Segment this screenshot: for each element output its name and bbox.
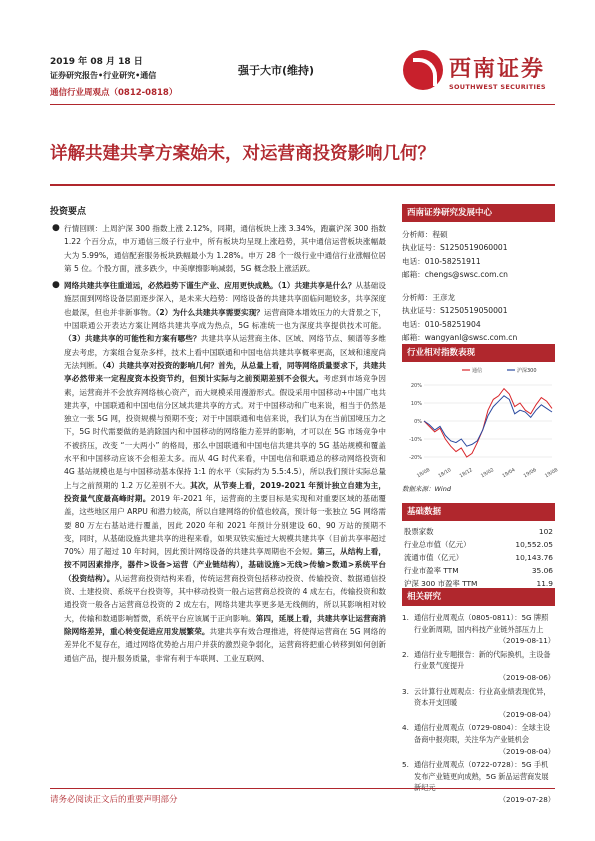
report-subtitle: 通信行业周观点（0812-0818）	[50, 88, 178, 98]
cell-label: 行业市盈率 TTM	[404, 566, 459, 575]
report-type: 证券研究报告•行业研究•通信	[50, 71, 157, 80]
table-row	[402, 551, 555, 564]
legend-label: 通信	[472, 368, 483, 374]
analyst-list	[402, 222, 555, 344]
bullet-icon: ●	[52, 223, 60, 233]
cell-value: 10,143.76	[515, 553, 553, 562]
cell-value: 35.06	[531, 566, 553, 575]
logo-cn: 西南证券	[449, 56, 546, 82]
basic-data-panel	[402, 503, 555, 590]
text: 从基础设施层面到网络设备层面逐步深入，是未来大趋势：网络设备的共建共享面临问题较多，共享深度也最深，但也并非新事物。	[64, 281, 387, 317]
x-tick-label: 18/10	[437, 467, 453, 480]
analyst-tel: 电话：010-58251904	[402, 319, 481, 329]
text: 运营商降本增效压力的大背景之下，中国联通公开表达方案让网络共建共享成为热点，5G 标准统一也为深度共享提供技术可能。	[64, 307, 386, 331]
list-item[interactable]	[402, 686, 555, 721]
x-tick-label: 18/08	[416, 467, 431, 480]
related-list	[402, 612, 555, 806]
logo-en: SOUTHWEST SECURITIES	[449, 83, 546, 91]
text: 考虑到市场竞争因素，运营商并不会放弃网络核心资产，而大规模采用漫游形式。假设采用中国移动+中国广电共建共享，中国联通和中国电信分区域共建共享的方式。对于中国移动和广电来说，相当于仍然是独立一张 5G 网，投资规模与预期不变；对于中国联通和电信来说，我们认为在当前国境压力之下，5G 时代需要做的是消除国内和中国移动的网络能力差异的影响，才可以在 5G 市场竞争中不被挤压，改变 “一大两小” 的格局，那么中国联通和中国电信共建共享的 5G 基站规模和覆盖水平和中国移动应该不会相差太多。而从 4G 时代来看，中国电信和联通总的移动网络投资和 4G 基站规模也是与中国移动基本保持 1:1 的水平（实际约为 5.5:4.5），所以我们预计实际总量上与之前预期的 1.2 万亿差别不大。	[64, 374, 387, 490]
paragraph-sharing	[52, 279, 387, 665]
perf-head-wrap	[402, 344, 555, 362]
x-tick-label: 19/02	[480, 467, 495, 480]
item-title: 云计算行业周观点：行业高业绩表现优异，资本开支回暖	[414, 686, 551, 708]
item-title: 通信行业周观点（0729-0804）：全球主设备商中报亮眼，关注华为产业链机会	[414, 723, 551, 744]
item-date: （2019-08-04）	[498, 709, 555, 719]
table-row	[402, 564, 555, 577]
cell-value: 10,552.05	[515, 540, 553, 549]
list-item[interactable]	[402, 722, 555, 757]
x-tick-label: 19/06	[523, 467, 538, 480]
x-tick-label: 19/08	[544, 467, 559, 480]
page-title: 详解共建共享方案始末，对运营商投资影响几何？	[50, 144, 435, 164]
text: 行情回顾：上周沪深 300 指数上涨 2.12%，同期，通信板块上涨 3.34%，跑赢沪深 300 指数 1.22 个百分点，申万通信三级子行业中，所有板块均呈现上涨趋势，其中通信运营板块涨幅最大为 5.99%，通信配套服务板块跌幅最小为 1.28%。申万 28 个一级行业中通信行业涨幅位居第 5 位。个股方面，涨多跌少，中美摩擦影响减弱，5G 概念股上涨活跃。	[64, 224, 386, 273]
cell-label: 股票家数	[404, 527, 434, 536]
section-label: 投资要点	[50, 207, 87, 217]
basic-table	[402, 525, 555, 590]
x-tick-label: 18/12	[459, 467, 474, 480]
item-title: 通信行业周观点（0805-0811）：5G 牌照行业新周期，国内科技产业链外部压力上	[414, 613, 549, 634]
item-date: （2019-08-11）	[498, 636, 555, 646]
analyst-cert: 执业证号：S1250519060001	[402, 243, 508, 253]
text-bold: 第四，延展上看，共建共享让运营商消除网络差异，重心转变促进应用发展繁荣。	[64, 613, 387, 636]
y-tick-label: -10%	[409, 437, 422, 443]
chart-source: 数据来源：Wind	[402, 485, 451, 493]
analyst-panel	[402, 204, 555, 344]
bullet-icon: ●	[52, 280, 60, 291]
item-date: （2019-08-04）	[498, 746, 555, 756]
text-bold: 第三，从结构上看，按不同因素排序，器件>设备>运营（产业链结构），基础设施>无线>传输>数通>系统平台（投资结构）。	[64, 547, 386, 583]
text: 共建共享有效合理推进，将使得运营商在 5G 网络的差异化不复存在，通过网络优势抢占用户并获的激烈竞争弱化，运营商将把重心转移到如何创新通信产品，提升服务质量，非常有利于车联网、工业互联网、	[64, 626, 387, 663]
analyst-email[interactable]: 邮箱：wangyanl@swsc.com.cn	[402, 333, 518, 343]
item-title: 通信行业周观点（0722-0728）：5G 手机发布产业链更向成熟，5G 新品运营商发展	[414, 760, 549, 781]
rating: 强于大市(维持)	[238, 64, 315, 77]
item-number: 4.	[402, 723, 409, 733]
perf-head: 行业相对指数表现	[402, 344, 555, 362]
related-head: 相关研究	[402, 588, 555, 606]
item-number: 2.	[402, 649, 409, 659]
item-number: 3.	[402, 686, 409, 696]
cell-value: 102	[538, 527, 553, 536]
main-body	[50, 222, 386, 665]
paragraph-review	[52, 222, 386, 275]
basic-head: 基础数据	[402, 503, 555, 521]
logo-mark-icon	[403, 50, 443, 90]
footer-disclaimer[interactable]: 请务必阅读正文后的重要声明部分	[50, 795, 178, 805]
list-item[interactable]	[402, 612, 555, 647]
y-tick-label: 0%	[414, 419, 422, 425]
legend-label: 沪深300	[517, 368, 537, 374]
team-head: 西南证券研究发展中心	[402, 204, 555, 222]
item-date: （2019-08-06）	[498, 672, 555, 682]
y-tick-label: -20%	[409, 455, 422, 461]
table-row	[402, 525, 555, 538]
company-logo	[403, 50, 553, 100]
cell-label: 沪深 300 市盈率 TTM	[404, 579, 478, 588]
text: 共建共享从运营商主体、区域、网络节点、频谱等多维度去考虑，方案组合复杂多样，技术上看中国联通和中国电信共建共享概率更高，区域和速度尚无法判断。	[64, 334, 386, 370]
text: 2019 年-2021 年，运营商的主要目标是实现和对重要区域的基础覆盖，这些地区用户 ARPU 和潜力较高，所以自建网络的价值也较高，预计每一张独立 5G 网络需要 80 万左右基站进行覆盖，因此 2020 年和 2021 年预计分别建设 60、90 万站的预期不变，同时，从基础设施共建共享的进程来看，如果双铁实施过大规模共建共享（目前共享率超过 70%）用了超过 10 年时间，因此预计网络设备的共建共享周期也不会短。	[64, 493, 387, 557]
item-number: 1.	[402, 613, 409, 622]
header-divider	[50, 104, 555, 105]
footer-divider	[50, 788, 555, 789]
series-line	[424, 389, 552, 457]
y-tick-label: 20%	[410, 383, 422, 389]
table-row	[402, 538, 555, 551]
y-tick-label: 10%	[410, 401, 422, 407]
analyst-email[interactable]: 邮箱：chengs@swsc.com.cn	[402, 269, 508, 279]
item-date: （2019-07-28）	[498, 794, 555, 804]
cell-label: 流通市值（亿元）	[404, 553, 464, 562]
cell-value: 11.9	[536, 579, 553, 588]
analyst-name: 分析师：程硕	[402, 230, 448, 239]
list-item[interactable]	[402, 759, 555, 805]
text-bold: 网络共建共享往重道远，必然趋势下谨生产业、应用更快成熟。（1）共建共享是什么？	[64, 281, 356, 291]
report-date: 2019 年 08 月 18 日	[50, 57, 143, 67]
related-panel	[402, 588, 555, 808]
index-chart	[402, 364, 559, 484]
list-item[interactable]	[402, 649, 555, 684]
item-number: 5.	[402, 760, 409, 770]
title-divider	[50, 184, 555, 186]
analyst-tel: 电话：010-58251911	[402, 256, 481, 266]
text-bold: 其次，从节奏上看，2019-2021 年预计独立自建为主，投资量气度最高峰时期。	[64, 480, 386, 503]
text: 从运营商投资结构来看，传统运营商投资包括移动投资、传输投资、数据通信投资、土建投资、系统平台投资等，其中移动投资一般占运营商总投资的 4 成左右，传输投资和数通投资一般各占运营商总投资的 2 成左右，网络共建共享更多是无线侧的，所以其影响相对较大，传输和数通影响暂微，系统平台应该属于正向影响。	[64, 573, 386, 623]
x-tick-label: 19/04	[501, 467, 517, 480]
text-bold: （4）共建共享对投资的影响几何？首先，从总量上看，同等网络质量要求下，共建共享必然带来一定程度资本投资节约，但预计实际与之前预期差别不会很大。	[64, 360, 386, 384]
text-bold: （3）共建共享的可能性和方案有哪些？	[64, 334, 201, 344]
cell-label: 行业总市值（亿元）	[404, 540, 471, 549]
text-bold: （2）为什么共建共享需要实现？	[155, 307, 264, 317]
analyst-name: 分析师：王彦龙	[402, 293, 456, 303]
analyst-cert: 执业证号：S1250519050001	[402, 306, 508, 316]
item-title: 通信行业专题报告：新的代际换机，主设备行业景气度提升	[414, 649, 551, 671]
